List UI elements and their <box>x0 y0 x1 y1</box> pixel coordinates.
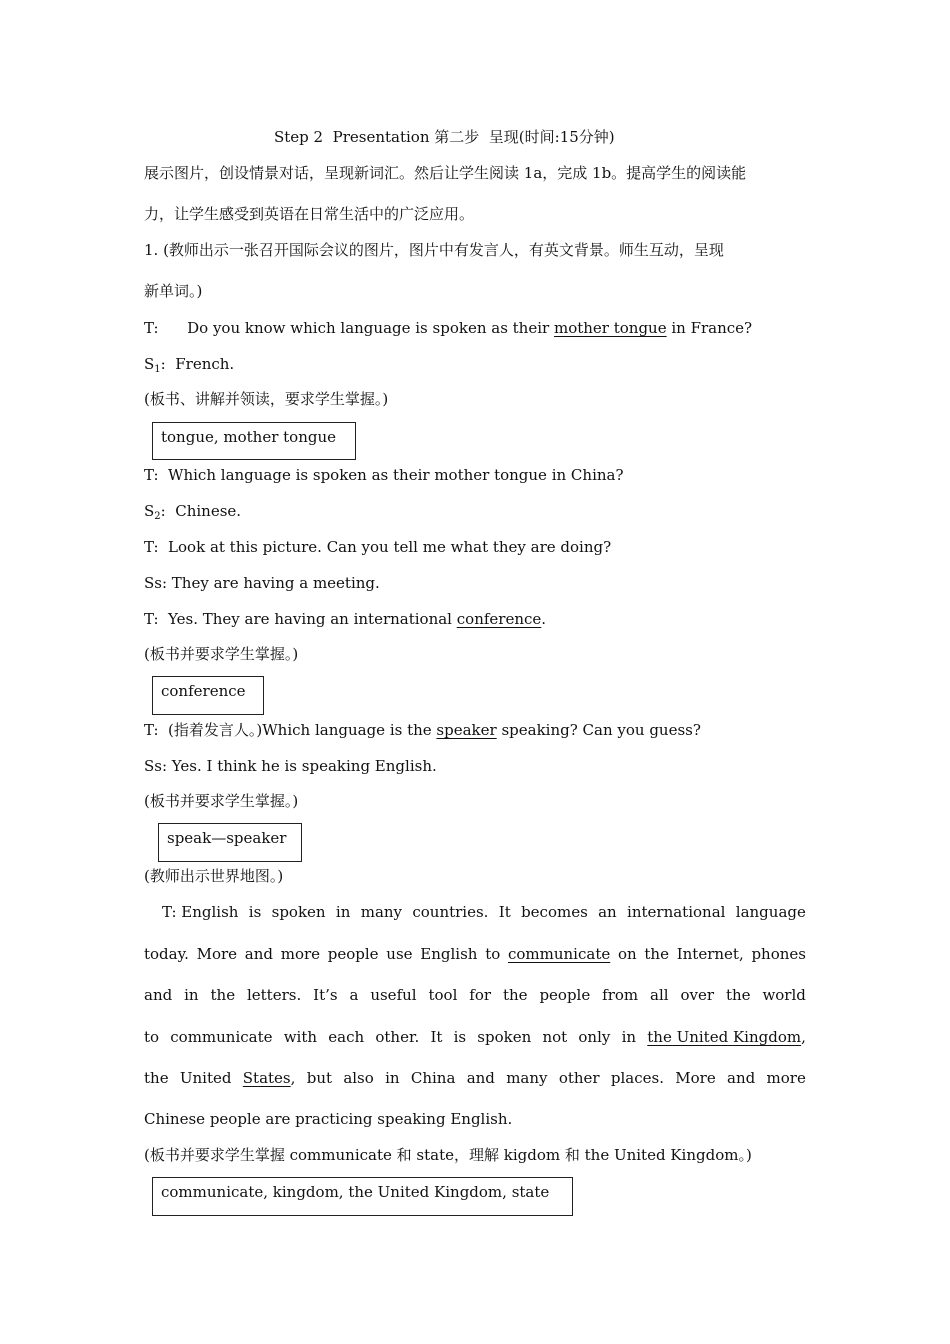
vocab-box-speaker: speak—speaker <box>158 823 302 862</box>
paragraph-word: to <box>485 945 501 963</box>
paragraph-word: also <box>343 1069 374 1087</box>
paragraph-word: T: English <box>162 903 239 921</box>
paragraph-word: the <box>210 986 236 1004</box>
paragraph-word: becomes <box>521 903 588 921</box>
intro-line-2: 力，让学生感受到英语在日常生活中的广泛应用。 <box>144 205 475 223</box>
student-2-line <box>144 501 241 527</box>
paragraph-word: phones <box>751 945 806 963</box>
paragraph-underlined-term: communicate <box>507 945 611 963</box>
paragraph-word: and <box>466 1069 495 1087</box>
students-line-1: Ss: They are having a meeting. <box>144 574 380 592</box>
paragraph-word: communicate <box>170 1028 273 1046</box>
paragraph-word: each <box>328 1028 365 1046</box>
paragraph-underlined-term: the United Kingdom <box>647 1028 802 1046</box>
teacher-line-2: T: Which language is spoken as their mother tongue in China? <box>144 466 624 484</box>
paragraph-line-2 <box>144 944 806 964</box>
item1-line-1: 1. (教师出示一张召开国际会议的图片，图片中有发言人，有英文背景。师生互动，呈现 <box>144 241 724 259</box>
paragraph-word: more <box>280 945 321 963</box>
board-note-5: (板书并要求学生掌握 communicate 和 state，理解 kigdom 和 the United Kingdom。) <box>144 1146 752 1164</box>
paragraph-word: spoken <box>271 903 326 921</box>
paragraph-word: people <box>327 945 379 963</box>
term-mother-tongue: mother tongue <box>553 319 667 337</box>
paragraph-word: in <box>184 986 199 1004</box>
paragraph-word: international <box>627 903 726 921</box>
paragraph-word: over <box>680 986 715 1004</box>
vocab-box-tongue: tongue, mother tongue <box>152 422 356 460</box>
paragraph-word: all <box>650 986 669 1004</box>
term-speaker: speaker <box>436 721 497 739</box>
students-line-2: Ss: Yes. I think he is speaking English. <box>144 757 437 775</box>
board-note-4: (教师出示世界地图。) <box>144 867 284 885</box>
paragraph-underlined-term: States <box>242 1069 291 1087</box>
paragraph-word: an <box>598 903 617 921</box>
teacher-line-3: T: Look at this picture. Can you tell me what they are doing? <box>144 538 612 556</box>
paragraph-word: other <box>558 1069 600 1087</box>
paragraph-word: useful <box>370 986 417 1004</box>
vocab-box-conference: conference <box>152 676 264 715</box>
paragraph-word: not <box>542 1028 568 1046</box>
paragraph-word: many <box>360 903 403 921</box>
board-note-3: (板书并要求学生掌握。) <box>144 792 299 810</box>
teacher-line-5-end: speaking? Can you guess? <box>496 721 701 739</box>
paragraph-word: people <box>539 986 591 1004</box>
paragraph-word: more <box>766 1069 806 1087</box>
paragraph-word: is <box>248 903 262 921</box>
teacher-line-5 <box>144 720 701 740</box>
student-1-label: S <box>144 355 155 373</box>
teacher-line-4-text: T: Yes. They are having an international <box>144 610 457 628</box>
paragraph-word: , <box>290 1069 296 1087</box>
paragraph-word: the <box>644 945 669 963</box>
teacher-line-4 <box>144 609 546 629</box>
teacher-line-1-end: in France? <box>666 319 753 337</box>
student-2-subscript: 2 <box>154 511 161 522</box>
term-conference: conference <box>456 610 542 628</box>
paragraph-word: to <box>144 1028 160 1046</box>
paragraph-word: countries. <box>412 903 489 921</box>
board-note-2: (板书并要求学生掌握。) <box>144 645 299 663</box>
paragraph-line-4 <box>144 1027 806 1047</box>
paragraph-word: spoken <box>477 1028 532 1046</box>
item1-line-2: 新单词。) <box>144 282 203 300</box>
paragraph-word: many <box>506 1069 548 1087</box>
paragraph-word: Internet, <box>676 945 744 963</box>
paragraph-word: It <box>430 1028 443 1046</box>
paragraph-word: on <box>617 945 637 963</box>
paragraph-word: for <box>469 986 492 1004</box>
paragraph-word: the <box>144 1069 169 1087</box>
paragraph-word: today. <box>144 945 189 963</box>
paragraph-word: , <box>801 1028 806 1046</box>
paragraph-word: the <box>725 986 751 1004</box>
student-1-text: : French. <box>160 355 235 373</box>
paragraph-line-1 <box>162 902 806 922</box>
paragraph-word: letters. <box>246 986 302 1004</box>
paragraph-word: the <box>502 986 528 1004</box>
paragraph-word: only <box>578 1028 611 1046</box>
section-title: Step 2 Presentation 第二步 呈现(时间:15分钟) <box>274 128 615 146</box>
paragraph-word: in <box>621 1028 637 1046</box>
paragraph-underlined-group <box>243 1068 296 1088</box>
paragraph-word: tool <box>428 986 458 1004</box>
teacher-line-1 <box>144 318 752 338</box>
paragraph-word: a <box>349 986 359 1004</box>
paragraph-word: and <box>727 1069 756 1087</box>
paragraph-word: places. <box>610 1069 664 1087</box>
paragraph-word: More <box>675 1069 716 1087</box>
paragraph-word: in <box>335 903 351 921</box>
paragraph-word: China <box>410 1069 456 1087</box>
board-note-1: (板书、讲解并领读，要求学生掌握。) <box>144 390 389 408</box>
paragraph-word: and <box>144 986 173 1004</box>
paragraph-word: More <box>196 945 238 963</box>
paragraph-word: It’s <box>313 986 338 1004</box>
intro-line-1: 展示图片，创设情景对话，呈现新词汇。然后让学生阅读 1a，完成 1b。提高学生的阅读能 <box>144 164 747 182</box>
paragraph-word: in <box>385 1069 400 1087</box>
paragraph-word: and <box>244 945 273 963</box>
paragraph-underlined-group <box>647 1027 806 1047</box>
student-2-text: : Chinese. <box>160 502 242 520</box>
paragraph-word: but <box>306 1069 333 1087</box>
paragraph-word: It <box>498 903 511 921</box>
student-1-subscript: 1 <box>154 364 161 375</box>
paragraph-line-5 <box>144 1068 806 1088</box>
student-1-line <box>144 354 234 380</box>
student-2-label: S <box>144 502 155 520</box>
teacher-line-1-text: T: Do you know which language is spoken as their <box>144 319 554 337</box>
paragraph-word: use <box>386 945 413 963</box>
paragraph-word: other. <box>375 1028 420 1046</box>
paragraph-line-3 <box>144 985 806 1005</box>
paragraph-word: English <box>420 945 478 963</box>
paragraph-word: is <box>453 1028 467 1046</box>
paragraph-line-6: Chinese people are practicing speaking English. <box>144 1110 513 1128</box>
vocab-box-kingdom: communicate, kingdom, the United Kingdom, state <box>152 1177 573 1216</box>
paragraph-word: United <box>179 1069 232 1087</box>
paragraph-word: language <box>735 903 806 921</box>
teacher-line-5-text: T: (指着发言人。)Which language is the <box>144 721 437 739</box>
paragraph-word: world <box>762 986 806 1004</box>
paragraph-word: with <box>283 1028 318 1046</box>
teacher-line-4-end: . <box>541 610 547 628</box>
paragraph-word: from <box>602 986 639 1004</box>
